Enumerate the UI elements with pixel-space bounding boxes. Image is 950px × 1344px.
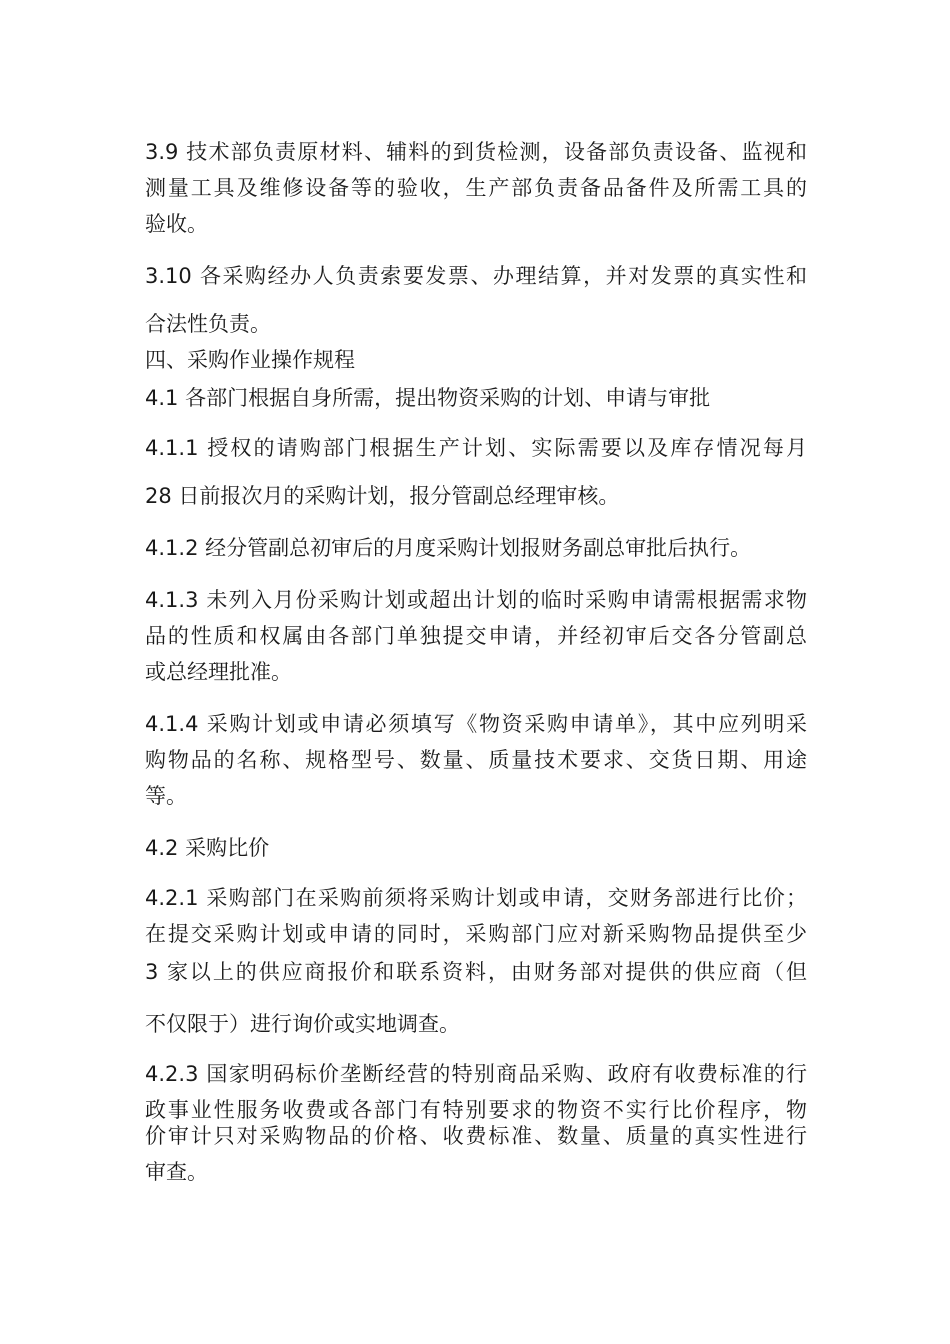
text-line: 4.1.2 经分管副总初审后的月度采购计划报财务副总审批后执行。 bbox=[145, 536, 752, 560]
section-heading: 4.2 采购比价 bbox=[145, 836, 270, 860]
text-line: 审查。 bbox=[145, 1160, 208, 1184]
text-line: 政事业性服务收费或各部门有特别要求的物资不实行比价程序，物 bbox=[145, 1098, 807, 1122]
text-line: 测量工具及维修设备等的验收，生产部负责备品备件及所需工具的 bbox=[145, 176, 807, 200]
text-line: 价审计只对采购物品的价格、收费标准、数量、质量的真实性进行 bbox=[145, 1124, 807, 1148]
text-line: 品的性质和权属由各部门单独提交申请，并经初审后交各分管副总 bbox=[145, 624, 807, 648]
text-line: 4.2.3 国家明码标价垄断经营的特别商品采购、政府有收费标准的行 bbox=[145, 1062, 807, 1086]
text-line: 验收。 bbox=[145, 212, 208, 236]
text-line: 3.10 各采购经办人负责索要发票、办理结算，并对发票的真实性和 bbox=[145, 264, 807, 288]
text-line: 28 日前报次月的采购计划，报分管副总经理审核。 bbox=[145, 484, 620, 508]
text-line: 4.1.3 未列入月份采购计划或超出计划的临时采购申请需根据需求物 bbox=[145, 588, 807, 612]
text-line: 4.2.1 采购部门在采购前须将采购计划或申请，交财务部进行比价； bbox=[145, 886, 807, 910]
text-line: 4.1 各部门根据自身所需，提出物资采购的计划、申请与审批 bbox=[145, 386, 711, 410]
text-line: 合法性负责。 bbox=[145, 312, 271, 336]
text-line: 3.9 技术部负责原材料、辅料的到货检测，设备部负责设备、监视和 bbox=[145, 140, 807, 164]
text-line: 购物品的名称、规格型号、数量、质量技术要求、交货日期、用途 bbox=[145, 748, 807, 772]
text-line: 或总经理批准。 bbox=[145, 660, 292, 684]
section-heading: 四、采购作业操作规程 bbox=[145, 348, 355, 372]
text-line: 4.1.1 授权的请购部门根据生产计划、实际需要以及库存情况每月 bbox=[145, 436, 807, 460]
text-line: 4.1.4 采购计划或申请必须填写《物资采购申请单》，其中应列明采 bbox=[145, 712, 807, 736]
text-line: 不仅限于）进行询价或实地调查。 bbox=[145, 1012, 460, 1036]
text-line: 3 家以上的供应商报价和联系资料，由财务部对提供的供应商（但 bbox=[145, 960, 807, 984]
text-line: 在提交采购计划或申请的同时，采购部门应对新采购物品提供至少 bbox=[145, 922, 807, 946]
text-line: 等。 bbox=[145, 784, 187, 808]
